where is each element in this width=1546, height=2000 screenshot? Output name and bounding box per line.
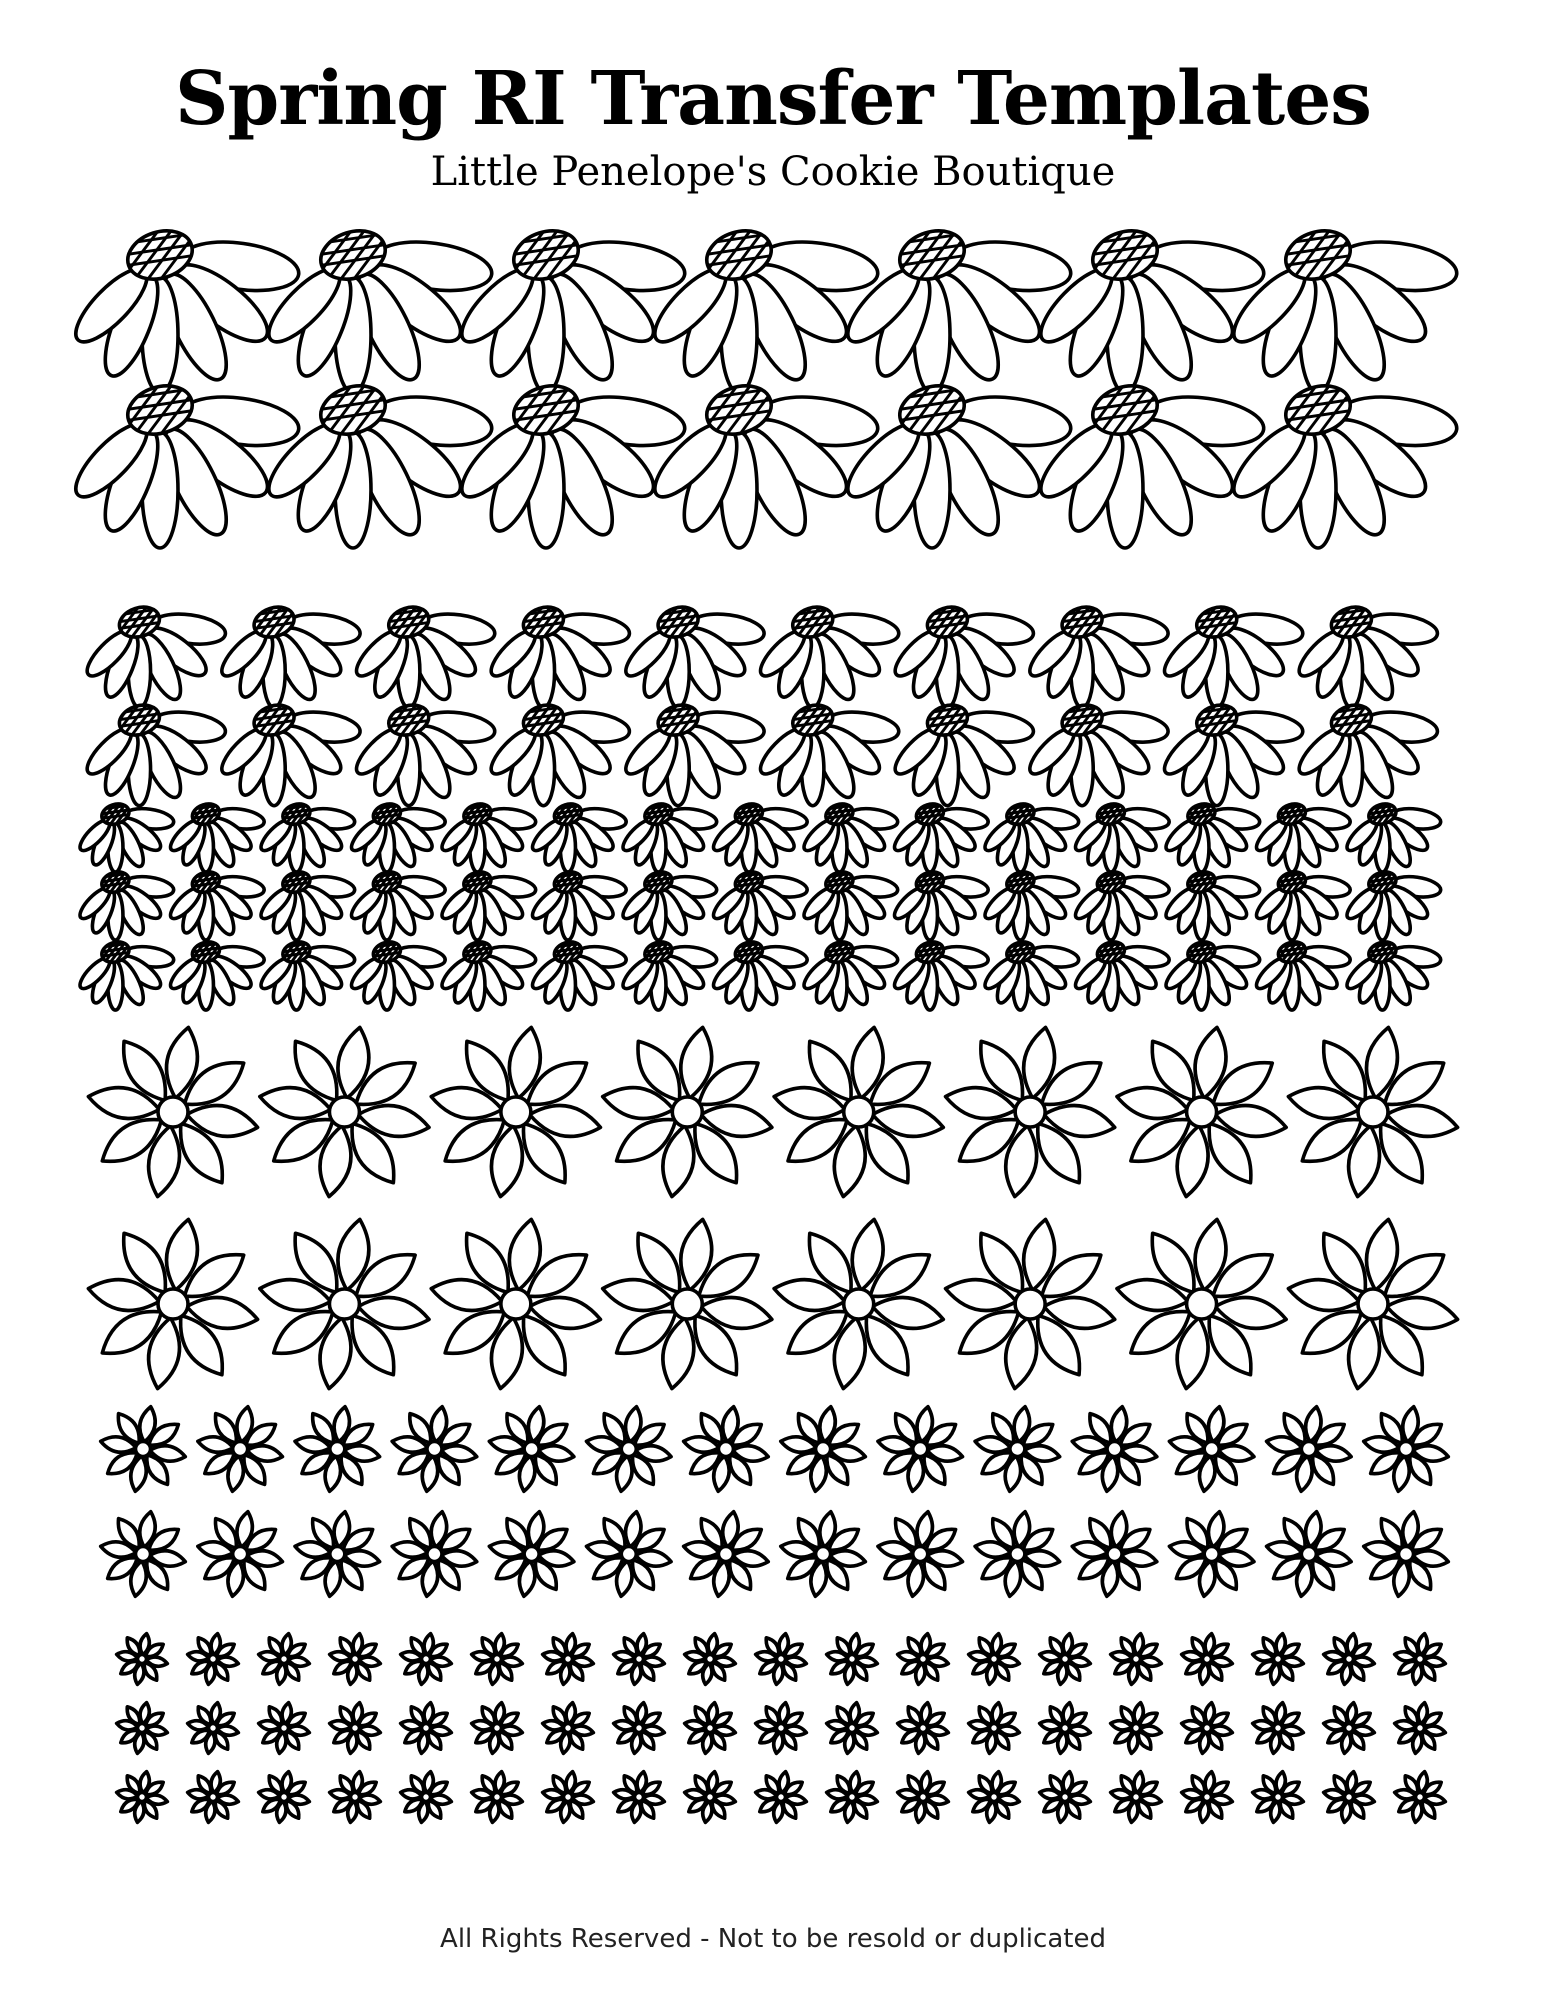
page-title: Spring RI Transfer Templates: [175, 56, 1371, 142]
half-daisy-icon: [619, 854, 718, 941]
eight-petal-flower-icon: [684, 1512, 769, 1597]
template-row: [101, 1512, 1449, 1597]
eight-petal-flower-icon: [898, 1634, 949, 1685]
half-daisy-icon: [981, 854, 1080, 941]
half-daisy-icon: [350, 580, 496, 708]
eight-petal-flower-icon: [1072, 1512, 1157, 1597]
half-daisy-icon: [1071, 924, 1170, 1011]
eight-petal-flower-icon: [898, 1703, 949, 1754]
template-row: [81, 580, 1439, 708]
eight-petal-flower-icon: [878, 1512, 963, 1597]
eight-petal-flower-icon: [614, 1772, 665, 1823]
eight-petal-flower-icon: [1169, 1512, 1254, 1597]
template-row: [76, 924, 1442, 1011]
half-daisy-icon: [452, 342, 688, 548]
half-daisy-icon: [1224, 187, 1460, 393]
half-daisy-icon: [350, 678, 496, 806]
half-daisy-icon: [1343, 854, 1442, 941]
half-daisy-icon: [709, 786, 808, 873]
template-row: [66, 342, 1460, 548]
eight-petal-flower-icon: [1267, 1407, 1352, 1492]
half-daisy-icon: [1158, 580, 1304, 708]
half-daisy-icon: [1031, 187, 1267, 393]
eight-petal-flower-icon: [684, 1407, 769, 1492]
half-daisy-icon: [528, 924, 627, 1011]
eight-petal-flower-icon: [1253, 1634, 1304, 1685]
half-daisy-icon: [76, 854, 175, 941]
half-daisy-icon: [754, 580, 900, 708]
eight-petal-flower-icon: [827, 1634, 878, 1685]
eight-petal-flower-icon: [946, 1219, 1115, 1388]
half-daisy-icon: [166, 786, 265, 873]
eight-petal-flower-icon: [975, 1512, 1060, 1597]
eight-petal-flower-icon: [685, 1634, 736, 1685]
half-daisy-icon: [76, 924, 175, 1011]
half-daisy-icon: [257, 924, 356, 1011]
half-daisy-icon: [81, 678, 227, 806]
half-daisy-icon: [452, 187, 688, 393]
half-daisy-icon: [981, 924, 1080, 1011]
half-daisy-icon: [1162, 924, 1261, 1011]
eight-petal-flower-icon: [1395, 1703, 1446, 1754]
half-daisy-icon: [890, 854, 989, 941]
eight-petal-flower-icon: [117, 1772, 168, 1823]
eight-petal-flower-icon: [781, 1512, 866, 1597]
eight-petal-flower-icon: [1117, 1219, 1286, 1388]
eight-petal-flower-icon: [1111, 1772, 1162, 1823]
half-daisy-icon: [528, 854, 627, 941]
eight-petal-flower-icon: [827, 1772, 878, 1823]
eight-petal-flower-icon: [489, 1407, 574, 1492]
half-daisy-icon: [620, 678, 766, 806]
half-daisy-icon: [259, 187, 495, 393]
half-daisy-icon: [1293, 580, 1439, 708]
eight-petal-flower-icon: [472, 1634, 523, 1685]
half-daisy-icon: [645, 342, 881, 548]
half-daisy-icon: [216, 580, 362, 708]
eight-petal-flower-icon: [1267, 1512, 1352, 1597]
eight-petal-flower-icon: [401, 1703, 452, 1754]
eight-petal-flower-icon: [198, 1512, 283, 1597]
template-row: [117, 1634, 1446, 1685]
eight-petal-flower-icon: [1182, 1772, 1233, 1823]
template-row: [81, 678, 1439, 806]
half-daisy-icon: [438, 786, 537, 873]
eight-petal-flower-icon: [898, 1772, 949, 1823]
eight-petal-flower-icon: [101, 1407, 186, 1492]
half-daisy-icon: [1343, 924, 1442, 1011]
eight-petal-flower-icon: [756, 1634, 807, 1685]
half-daisy-icon: [1252, 924, 1351, 1011]
eight-petal-flower-icon: [259, 1634, 310, 1685]
half-daisy-icon: [1252, 786, 1351, 873]
half-daisy-icon: [645, 187, 881, 393]
template-row: [117, 1703, 1446, 1754]
eight-petal-flower-icon: [1364, 1512, 1449, 1597]
eight-petal-flower-icon: [774, 1027, 943, 1196]
eight-petal-flower-icon: [1111, 1634, 1162, 1685]
half-daisy-icon: [485, 580, 631, 708]
template-row: [101, 1407, 1449, 1492]
eight-petal-flower-icon: [392, 1407, 477, 1492]
half-daisy-icon: [81, 580, 227, 708]
half-daisy-icon: [216, 678, 362, 806]
eight-petal-flower-icon: [827, 1703, 878, 1754]
eight-petal-flower-icon: [756, 1772, 807, 1823]
half-daisy-icon: [619, 786, 718, 873]
half-daisy-icon: [1024, 678, 1170, 806]
half-daisy-icon: [257, 854, 356, 941]
template-row: [66, 187, 1460, 393]
eight-petal-flower-icon: [614, 1703, 665, 1754]
eight-petal-flower-icon: [1288, 1027, 1457, 1196]
half-daisy-icon: [800, 924, 899, 1011]
eight-petal-flower-icon: [543, 1634, 594, 1685]
eight-petal-flower-icon: [614, 1634, 665, 1685]
eight-petal-flower-icon: [472, 1772, 523, 1823]
eight-petal-flower-icon: [295, 1512, 380, 1597]
half-daisy-icon: [1024, 580, 1170, 708]
eight-petal-flower-icon: [1324, 1772, 1375, 1823]
template-row: [117, 1772, 1446, 1823]
eight-petal-flower-icon: [401, 1772, 452, 1823]
eight-petal-flower-icon: [781, 1407, 866, 1492]
eight-petal-flower-icon: [188, 1703, 239, 1754]
half-daisy-icon: [347, 924, 446, 1011]
half-daisy-icon: [800, 854, 899, 941]
eight-petal-flower-icon: [295, 1407, 380, 1492]
eight-petal-flower-icon: [88, 1027, 257, 1196]
eight-petal-flower-icon: [188, 1634, 239, 1685]
half-daisy-icon: [438, 854, 537, 941]
page-subtitle: Little Penelope's Cookie Boutique: [430, 149, 1116, 195]
half-daisy-icon: [838, 342, 1074, 548]
half-daisy-icon: [66, 187, 302, 393]
half-daisy-icon: [76, 786, 175, 873]
half-daisy-icon: [166, 854, 265, 941]
eight-petal-flower-icon: [260, 1027, 429, 1196]
half-daisy-icon: [709, 924, 808, 1011]
eight-petal-flower-icon: [431, 1219, 600, 1388]
eight-petal-flower-icon: [188, 1772, 239, 1823]
half-daisy-icon: [166, 924, 265, 1011]
half-daisy-icon: [754, 678, 900, 806]
eight-petal-flower-icon: [1182, 1634, 1233, 1685]
eight-petal-flower-icon: [1253, 1703, 1304, 1754]
eight-petal-flower-icon: [774, 1219, 943, 1388]
eight-petal-flower-icon: [88, 1219, 257, 1388]
half-daisy-icon: [1224, 342, 1460, 548]
half-daisy-icon: [1031, 342, 1267, 548]
eight-petal-flower-icon: [330, 1772, 381, 1823]
eight-petal-flower-icon: [969, 1703, 1020, 1754]
half-daisy-icon: [347, 854, 446, 941]
eight-petal-flower-icon: [1117, 1027, 1286, 1196]
eight-petal-flower-icon: [756, 1703, 807, 1754]
half-daisy-icon: [838, 187, 1074, 393]
half-daisy-icon: [889, 678, 1035, 806]
eight-petal-flower-icon: [330, 1703, 381, 1754]
eight-petal-flower-icon: [1072, 1407, 1157, 1492]
eight-petal-flower-icon: [543, 1703, 594, 1754]
eight-petal-flower-icon: [1324, 1703, 1375, 1754]
eight-petal-flower-icon: [1395, 1772, 1446, 1823]
eight-petal-flower-icon: [260, 1219, 429, 1388]
eight-petal-flower-icon: [1364, 1407, 1449, 1492]
template-row: [88, 1219, 1457, 1388]
half-daisy-icon: [1158, 678, 1304, 806]
eight-petal-flower-icon: [117, 1703, 168, 1754]
half-daisy-icon: [438, 924, 537, 1011]
eight-petal-flower-icon: [198, 1407, 283, 1492]
half-daisy-icon: [889, 580, 1035, 708]
eight-petal-flower-icon: [878, 1407, 963, 1492]
half-daisy-icon: [981, 786, 1080, 873]
eight-petal-flower-icon: [330, 1634, 381, 1685]
eight-petal-flower-icon: [603, 1219, 772, 1388]
eight-petal-flower-icon: [946, 1027, 1115, 1196]
eight-petal-flower-icon: [1288, 1219, 1457, 1388]
eight-petal-flower-icon: [101, 1512, 186, 1597]
eight-petal-flower-icon: [401, 1634, 452, 1685]
eight-petal-flower-icon: [259, 1703, 310, 1754]
eight-petal-flower-icon: [685, 1703, 736, 1754]
eight-petal-flower-icon: [969, 1772, 1020, 1823]
eight-petal-flower-icon: [1169, 1407, 1254, 1492]
eight-petal-flower-icon: [1253, 1772, 1304, 1823]
half-daisy-icon: [347, 786, 446, 873]
half-daisy-icon: [1071, 854, 1170, 941]
template-row: [76, 854, 1442, 941]
eight-petal-flower-icon: [603, 1027, 772, 1196]
eight-petal-flower-icon: [685, 1772, 736, 1823]
template-row: [88, 1027, 1457, 1196]
eight-petal-flower-icon: [117, 1634, 168, 1685]
copyright-footer: All Rights Reserved - Not to be resold or duplicated: [440, 1924, 1106, 1954]
eight-petal-flower-icon: [259, 1772, 310, 1823]
half-daisy-icon: [1252, 854, 1351, 941]
eight-petal-flower-icon: [1182, 1703, 1233, 1754]
eight-petal-flower-icon: [1040, 1772, 1091, 1823]
half-daisy-icon: [1162, 854, 1261, 941]
half-daisy-icon: [709, 854, 808, 941]
eight-petal-flower-icon: [1395, 1634, 1446, 1685]
half-daisy-icon: [620, 580, 766, 708]
eight-petal-flower-icon: [586, 1407, 671, 1492]
eight-petal-flower-icon: [1040, 1703, 1091, 1754]
eight-petal-flower-icon: [1111, 1703, 1162, 1754]
half-daisy-icon: [619, 924, 718, 1011]
half-daisy-icon: [66, 342, 302, 548]
eight-petal-flower-icon: [1040, 1634, 1091, 1685]
half-daisy-icon: [485, 678, 631, 806]
eight-petal-flower-icon: [543, 1772, 594, 1823]
eight-petal-flower-icon: [1324, 1634, 1375, 1685]
half-daisy-icon: [890, 924, 989, 1011]
eight-petal-flower-icon: [586, 1512, 671, 1597]
eight-petal-flower-icon: [472, 1703, 523, 1754]
half-daisy-icon: [259, 342, 495, 548]
eight-petal-flower-icon: [431, 1027, 600, 1196]
half-daisy-icon: [1293, 678, 1439, 806]
eight-petal-flower-icon: [489, 1512, 574, 1597]
eight-petal-flower-icon: [392, 1512, 477, 1597]
eight-petal-flower-icon: [969, 1634, 1020, 1685]
eight-petal-flower-icon: [975, 1407, 1060, 1492]
